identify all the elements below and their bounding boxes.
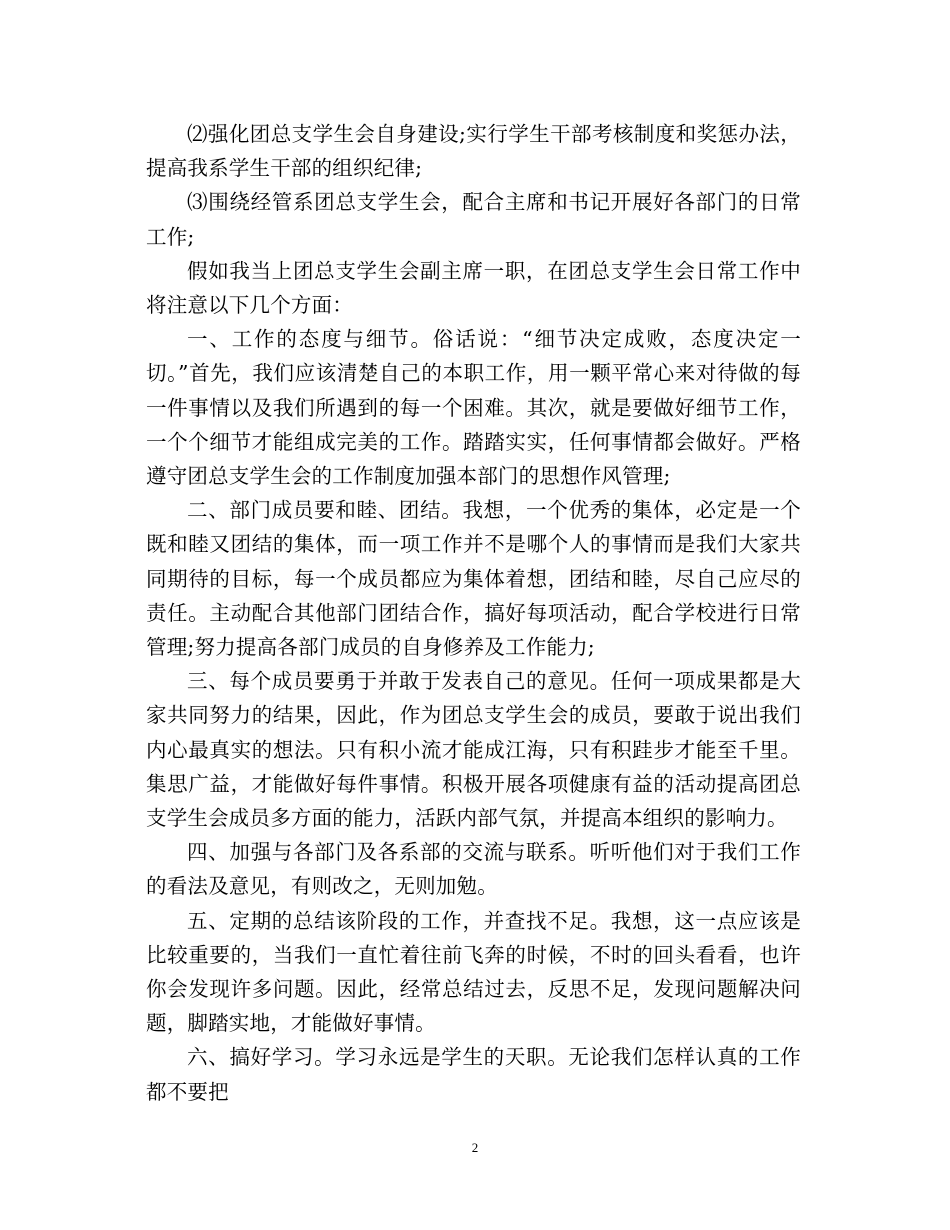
- paragraph: ⑵强化团总支学生会自身建设;实行学生干部考核制度和奖惩办法，提高我系学生干部的组织纪律;: [146, 122, 801, 181]
- paragraph: 假如我当上团总支学生会副主席一职，在团总支学生会日常工作中将注意以下几个方面：: [146, 258, 801, 318]
- paragraph: 三、每个成员要勇于并敢于发表自己的意见。任何一项成果都是大家共同努力的结果，因此，作为团总支学生会的成员，要敢于说出我们内心最真实的想法。只有积小流才能成江海，只有积跬步才能至千里。集思广益，才能做好每件事情。积极开展各项健康有益的活动提高团总支学生会成员多方面的能力，活跃内部气氛，并提高本组织的影响力。: [146, 669, 801, 831]
- paragraph: 六、搞好学习。学习永远是学生的天职。无论我们怎样认真的工作都不要把: [146, 1045, 801, 1104]
- paragraph: 五、定期的总结该阶段的工作，并查找不足。我想，这一点应该是比较重要的，当我们一直忙着往前飞奔的时候，不时的回头看看，也许你会发现许多问题。因此，经常总结过去，反思不足，发现问题解决问题，脚踏实地，才能做好事情。: [146, 908, 801, 1036]
- body-text: [146, 117, 801, 1109]
- paragraph: 一、工作的态度与细节。俗话说：“细节决定成败，态度决定一切。”首先，我们应该清楚自己的本职工作，用一颗平常心来对待做的每一件事情以及我们所遇到的每一个困难。其次，就是要做好细节工作，一个个细节才能组成完美的工作。踏踏实实，任何事情都会做好。严格遵守团总支学生会的工作制度加强本部门的思想作风管理;: [146, 327, 801, 489]
- paragraph: 四、加强与各部门及各系部的交流与联系。听听他们对于我们工作的看法及意见，有则改之，无则加勉。: [146, 840, 801, 899]
- page-number: 2: [471, 1140, 479, 1155]
- paragraph: 二、部门成员要和睦、团结。我想，一个优秀的集体，必定是一个既和睦又团结的集体，而一项工作并不是哪个人的事情而是我们大家共同期待的目标，每一个成员都应为集体着想，团结和睦，尽自己应尽的责任。主动配合其他部门团结合作，搞好每项活动，配合学校进行日常管理;努力提高各部门成员的自身修养及工作能力;: [146, 498, 801, 660]
- paragraph: ⑶围绕经管系团总支学生会，配合主席和书记开展好各部门的日常工作;: [146, 190, 801, 249]
